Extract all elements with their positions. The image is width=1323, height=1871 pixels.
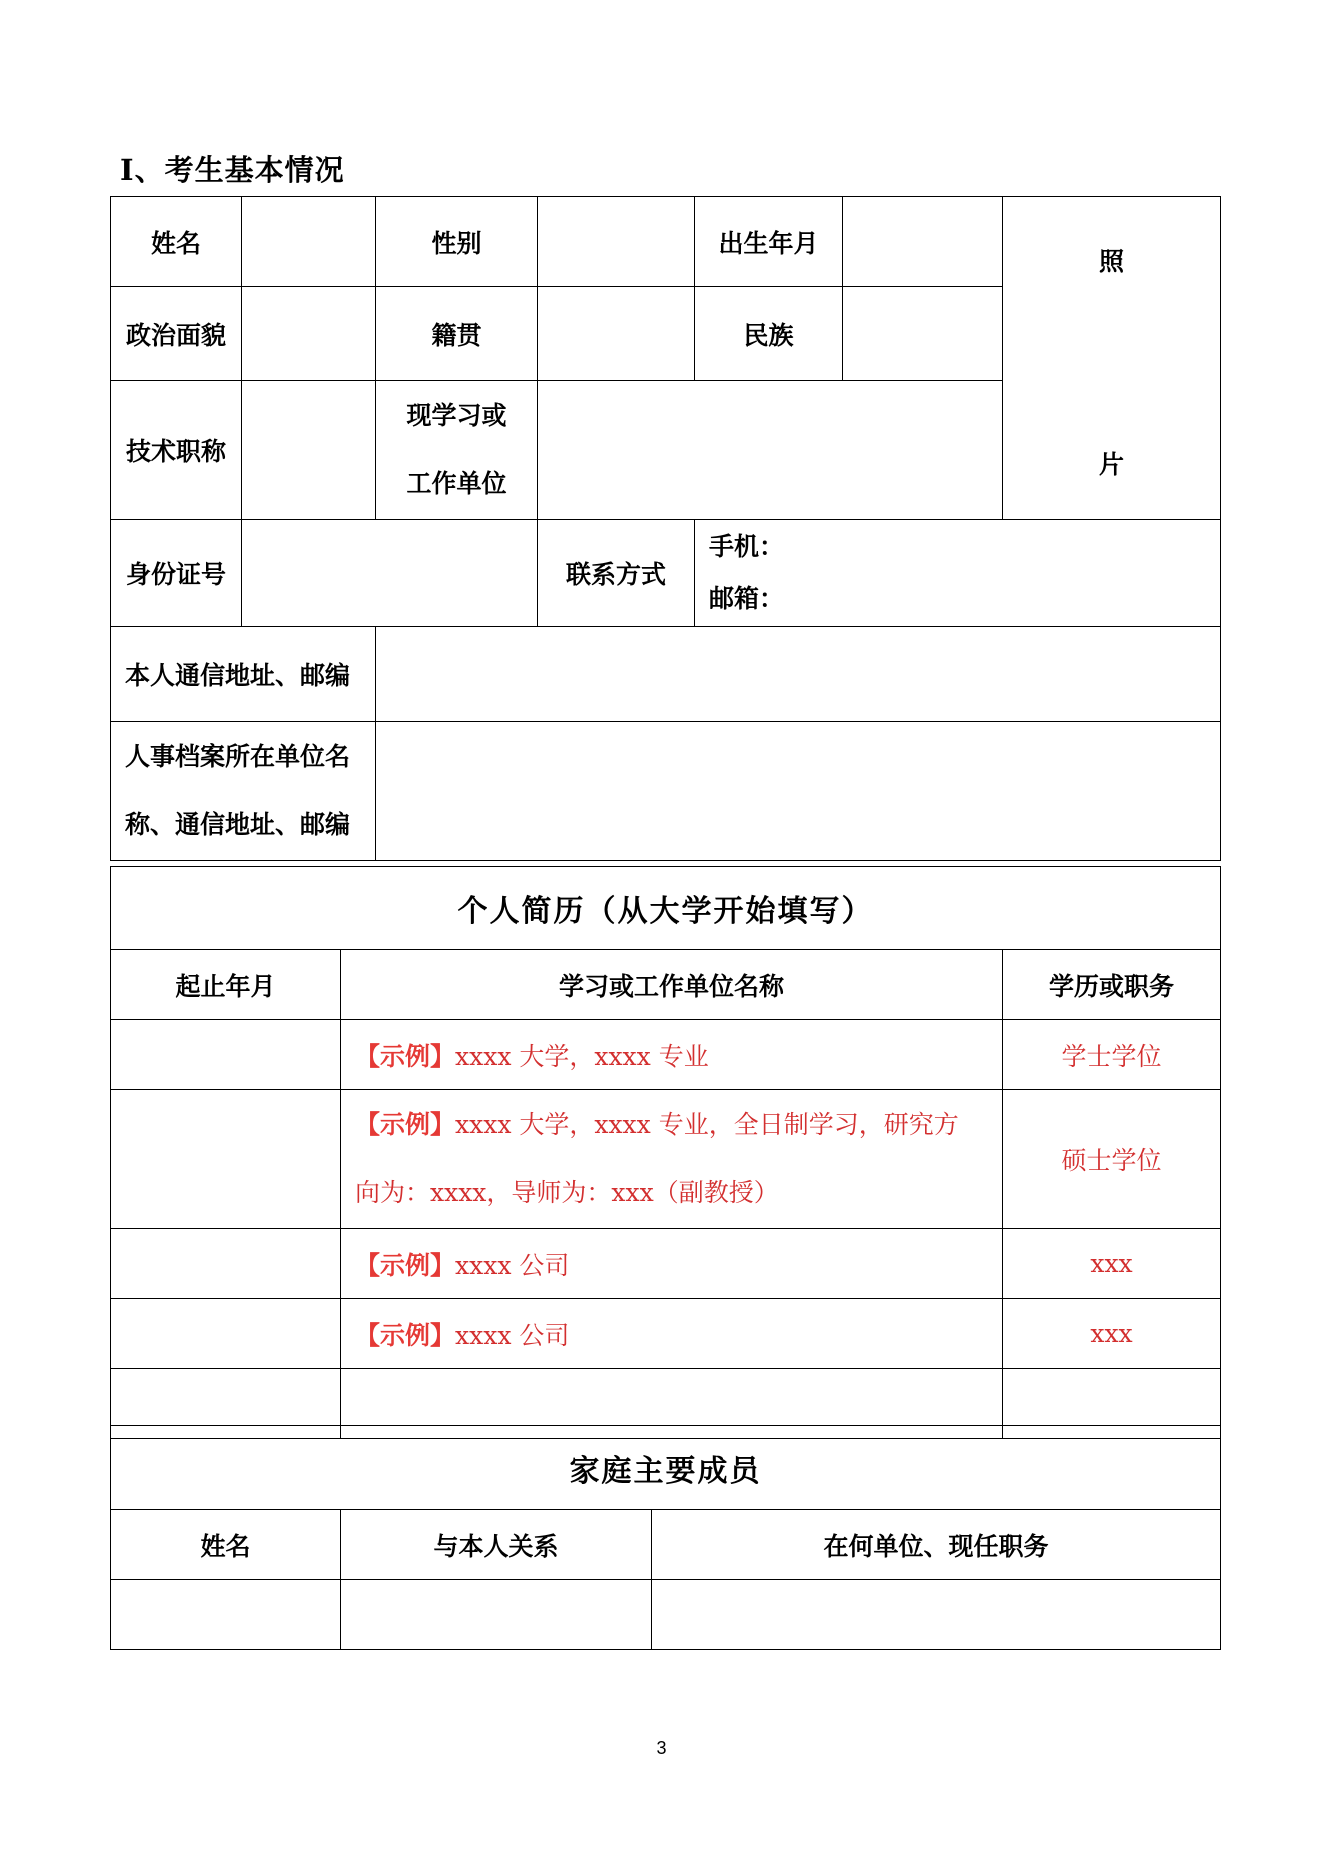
name-field[interactable] [242, 197, 376, 287]
title-field[interactable] [242, 381, 376, 520]
resume-unit-text: xxxx 公司 [455, 1320, 570, 1350]
birth-label: 出生年月 [695, 197, 843, 287]
phone-label: 手机： [709, 532, 785, 561]
family-title: 家庭主要成员 [111, 1426, 1221, 1510]
resume-unit-cell[interactable] [341, 1299, 1003, 1369]
family-name-cell[interactable] [111, 1580, 341, 1650]
resume-header-unit: 学习或工作单位名称 [341, 950, 1003, 1020]
section-heading: Ⅰ、考生基本情况 [120, 153, 345, 187]
resume-period-cell[interactable] [111, 1090, 341, 1229]
resume-period-cell[interactable] [111, 1020, 341, 1090]
photo-box[interactable] [1003, 197, 1221, 520]
example-tag: 【示例】 [355, 1110, 456, 1139]
resume-degree-cell[interactable]: 硕士学位 [1003, 1090, 1221, 1229]
resume-title: 个人简历（从大学开始填写） [111, 867, 1221, 950]
resume-degree-cell[interactable]: xxx [1003, 1299, 1221, 1369]
title-label: 技术职称 [111, 381, 242, 520]
political-field[interactable] [242, 287, 376, 381]
family-unit-cell[interactable] [652, 1580, 1221, 1650]
resume-degree-cell[interactable]: xxx [1003, 1229, 1221, 1299]
resume-unit-cell[interactable] [341, 1090, 1003, 1229]
contact-field[interactable] [695, 520, 1221, 627]
table-row [111, 1229, 1221, 1299]
archive-label-line2: 称、通信地址、邮编 [125, 810, 351, 839]
resume-unit-cell[interactable] [341, 1020, 1003, 1090]
ethnicity-field[interactable] [843, 287, 1003, 381]
family-header-name: 姓名 [111, 1510, 341, 1580]
resume-period-cell[interactable] [111, 1229, 341, 1299]
address-label: 本人通信地址、邮编 [111, 627, 376, 722]
resume-unit-line2: 向为：xxxx，导师为：xxx（副教授） [355, 1178, 779, 1207]
id-label: 身份证号 [111, 520, 242, 627]
political-label: 政治面貌 [111, 287, 242, 381]
archive-label [111, 722, 376, 861]
resume-unit-text: xxxx 公司 [455, 1250, 570, 1280]
email-label: 邮箱： [709, 584, 785, 613]
native-place-field[interactable] [538, 287, 695, 381]
family-header-unit: 在何单位、现任职务 [652, 1510, 1221, 1580]
gender-label: 性别 [376, 197, 538, 287]
basic-info-table [110, 196, 1221, 861]
resume-table [110, 866, 1221, 1439]
unit-field[interactable] [538, 381, 1003, 520]
resume-header-degree: 学历或职务 [1003, 950, 1221, 1020]
photo-label-top: 照 [1098, 247, 1124, 276]
resume-header-period: 起止年月 [111, 950, 341, 1020]
table-row [111, 1090, 1221, 1229]
contact-label: 联系方式 [538, 520, 695, 627]
unit-label-line2: 工作单位 [406, 469, 507, 498]
resume-unit-text: xxxx 大学，xxxx 专业，全日制学习，研究方 [455, 1110, 959, 1139]
name-label: 姓名 [111, 197, 242, 287]
resume-period-cell[interactable] [111, 1299, 341, 1369]
id-field[interactable] [242, 520, 538, 627]
family-header-relation: 与本人关系 [341, 1510, 652, 1580]
family-table [110, 1425, 1221, 1650]
gender-field[interactable] [538, 197, 695, 287]
unit-label [376, 381, 538, 520]
address-field[interactable] [376, 627, 1221, 722]
unit-label-line1: 现学习或 [406, 401, 507, 430]
native-place-label: 籍贯 [376, 287, 538, 381]
birth-field[interactable] [843, 197, 1003, 287]
example-tag: 【示例】 [355, 1250, 456, 1280]
family-relation-cell[interactable] [341, 1580, 652, 1650]
archive-label-line1: 人事档案所在单位名 [125, 742, 351, 771]
table-row [111, 1580, 1221, 1650]
resume-unit-cell[interactable] [341, 1229, 1003, 1299]
table-row [111, 1299, 1221, 1369]
resume-unit-line1 [355, 1091, 1002, 1159]
example-tag: 【示例】 [355, 1041, 456, 1071]
table-row [111, 1020, 1221, 1090]
resume-degree-cell[interactable]: 学士学位 [1003, 1020, 1221, 1090]
archive-field[interactable] [376, 722, 1221, 861]
page-number: 3 [656, 1738, 667, 1758]
example-tag: 【示例】 [355, 1320, 456, 1350]
ethnicity-label: 民族 [695, 287, 843, 381]
photo-label-bottom: 片 [1098, 450, 1124, 479]
resume-unit-text: xxxx 大学，xxxx 专业 [455, 1041, 709, 1071]
